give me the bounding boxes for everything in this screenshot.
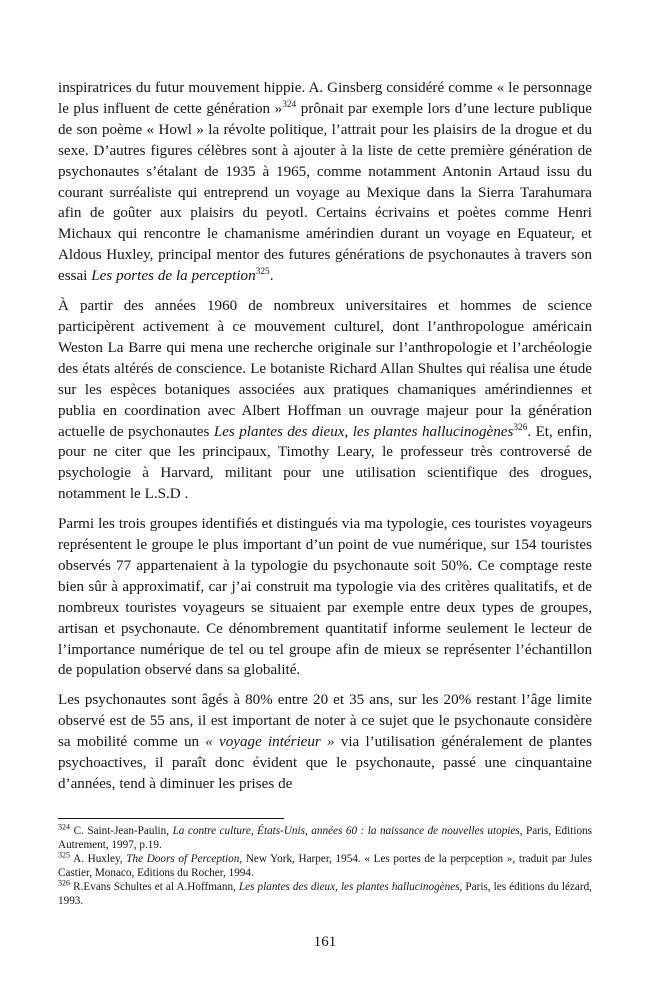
italic-run: Les plantes des dieux, les plantes hallucinogènes	[213, 423, 514, 440]
footnotes-section	[58, 818, 592, 909]
paragraph	[58, 514, 592, 681]
text-run: , New York, Harper, 1954. « Les portes de la perpception », traduit par Jules Castier, Monaco, Editions du Rocher, 1994.	[58, 853, 593, 880]
text-run: R.Evans Schultes et al A.Hoffmann,	[70, 881, 239, 894]
body-text-block	[58, 78, 592, 795]
italic-run: Les portes de la perception	[91, 268, 256, 285]
page-number: 161	[313, 934, 337, 950]
footnote-marker: 325	[58, 850, 71, 860]
italic-run: Les plantes des dieux, les plantes hallucinogènes	[238, 881, 460, 894]
footnote-reference-marker: 325	[255, 267, 270, 278]
text-run: via l’utilisation généralement de plantes psychoactives, il paraît donc évident que le psychonaute, passé une cinquantaine d’années, tend à diminuer les prises de	[58, 734, 592, 792]
footnote-reference-marker: 326	[513, 422, 528, 433]
text-run: prônait par exemple lors d’une lecture publique de son poème « Howl » la révolte politique, l’attrait pour les plaisirs de la drogue et du sexe. D’autres figures célèbres sont à ajouter à la liste de cette première génération de psychonautes s’étalant de 1935 à 1965, comme notamment Antonin Artaud issu du courant surréaliste qui entreprend un voyage au Mexique dans la Sierra Tarahumara afin de goûter aux plaisirs du peyotl. Certains écrivains et poètes comme Henri Michaux qui rencontre le chamanisme amérindien durant un voyage en Equateur, et Aldous Huxley, principal mentor des futures générations de psychonautes à travers son essai	[58, 100, 592, 285]
footnote	[58, 880, 592, 908]
text-run: C. Saint-Jean-Paulin,	[70, 825, 173, 837]
text-run: A. Huxley,	[70, 853, 127, 866]
italic-run: « voyage intérieur »	[205, 734, 335, 751]
paragraph	[58, 78, 592, 287]
text-run: .	[269, 268, 274, 285]
text-run: , Paris, les éditions du lézard, 1993.	[58, 881, 592, 908]
paragraph	[58, 690, 592, 795]
footnote-marker: 326	[58, 878, 71, 888]
footnote-separator-rule	[58, 818, 284, 819]
footnote-marker: 324	[58, 822, 71, 832]
text-run: inspiratrices du futur mouvement hippie. A. Ginsberg considéré comme « le personnage le plus influent de cette génération »	[58, 80, 592, 117]
italic-run: The Doors of Perception	[126, 853, 240, 866]
footnote	[58, 852, 592, 880]
italic-run: La contre culture, États-Unis, années 60 : la naissance de nouvelles utopies	[172, 825, 520, 837]
text-run: . Et, enfin, pour ne citer que les principaux, Timothy Leary, le professeur très controversé de psychologie à Harvard, militant pour une utilisation scientifique des drogues, notamment le L.S.D .	[58, 423, 592, 503]
text-run: Parmi les trois groupes identifiés et distingués via ma typologie, ces touristes voyageurs représentent le groupe le plus important d’un point de vue numérique, sur 154 touristes observés 77 appartenaient à la typologie du psychonaute soit 50%. Ce comptage reste bien sûr à approximatif, car j’ai construit ma typologie via des critères qualitatifs, et de nombreux touristes voyageurs se situaient par exemple entre deux types de groupes, artisan et psychonaute. Ce dénombrement quantitatif informe seulement le lecteur de l’importance numérique de tel ou tel groupe afin de mieux se représenter l’échantillon de population observé dans sa globalité.	[58, 516, 592, 679]
paragraph	[58, 296, 592, 505]
text-run: , Paris, Editions Autrement, 1997, p.19.	[58, 825, 592, 852]
text-run: À partir des années 1960 de nombreux universitaires et hommes de science participèrent activement à ce mouvement culturel, dont l’anthropologue américain Weston La Barre qui mena une recherche originale sur l’anthropologie et l’archéologie des états altérés de conscience. Le botaniste Richard Allan Shultes qui réalisa une étude sur les espèces botaniques associées aux pratiques chamaniques amérindiennes et publia en coordination avec Albert Hoffman un ouvrage majeur pour la génération actuelle de psychonautes	[58, 298, 592, 440]
footnote	[58, 824, 592, 852]
footnote-reference-marker: 324	[282, 99, 297, 110]
text-run: Les psychonautes sont âgés à 80% entre 20 et 35 ans, sur les 20% restant l’âge limite observé est de 55 ans, il est important de noter à ce sujet que le psychonaute considère sa mobilité comme un	[58, 692, 592, 751]
